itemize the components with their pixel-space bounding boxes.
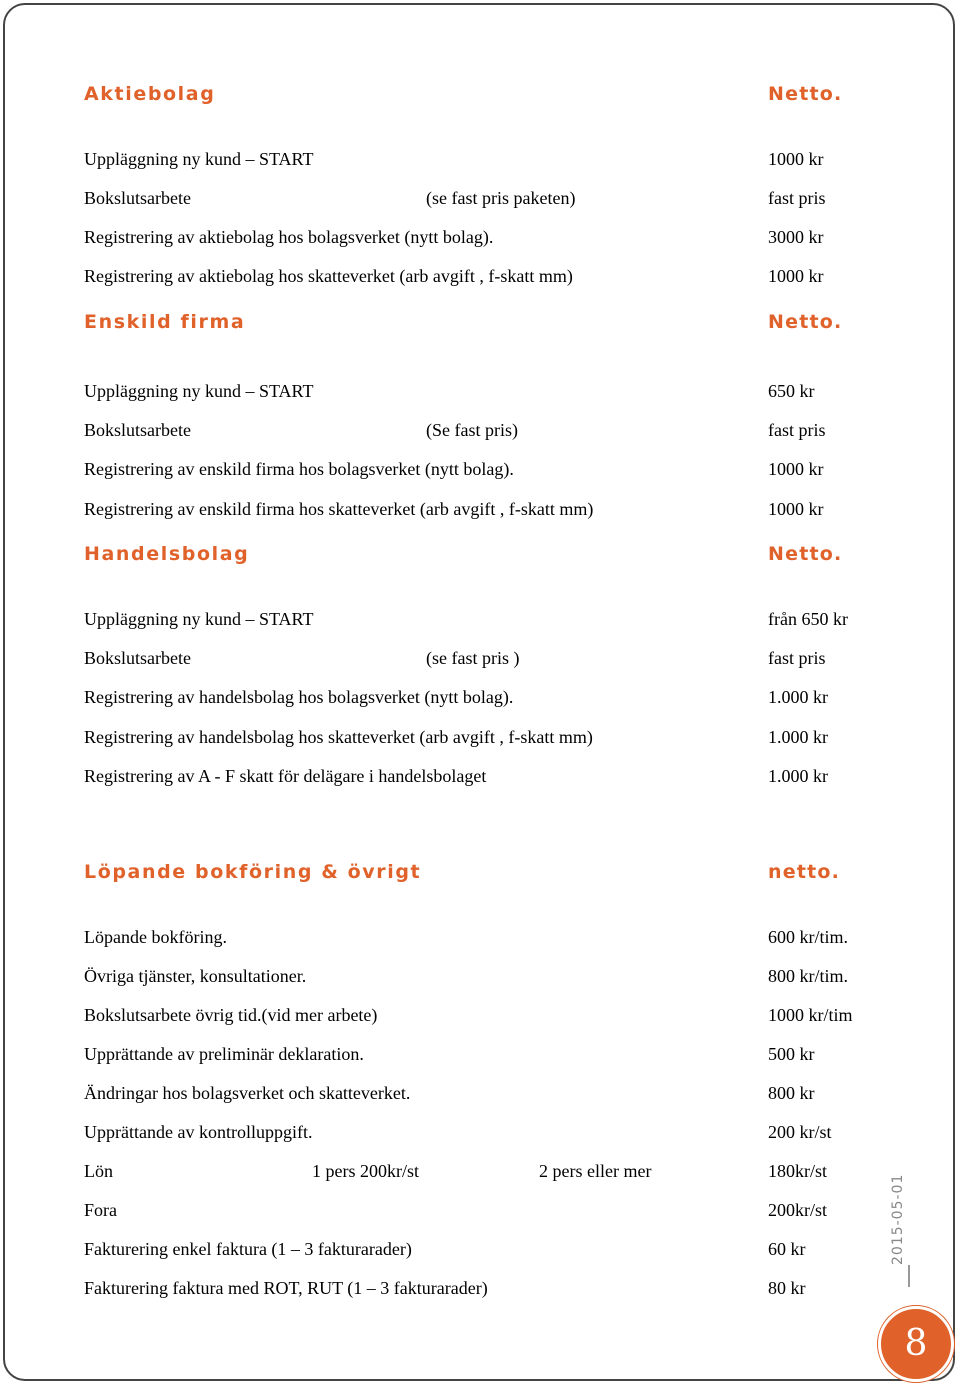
service-note-secondary: 2 pers eller mer (539, 1161, 652, 1181)
service-price: 1.000 kr (768, 766, 828, 786)
service-label: Registrering av handelsbolag hos skatteverket (arb avgift , f-skatt mm) (84, 727, 593, 747)
service-note: (Se fast pris) (426, 420, 518, 440)
service-label: Registrering av aktiebolag hos bolagsverket (nytt bolag). (84, 227, 494, 247)
service-price: fast pris (768, 188, 826, 208)
price-row (84, 1158, 904, 1184)
price-row (84, 456, 904, 482)
section-heading-enskild-firma (84, 308, 904, 336)
date-divider (908, 1265, 910, 1287)
service-price: fast pris (768, 648, 826, 668)
service-label: Ändringar hos bolagsverket och skatteverket. (84, 1083, 411, 1103)
service-note: 1 pers 200kr/st (312, 1161, 419, 1181)
price-row (84, 645, 904, 671)
service-price: 1000 kr (768, 459, 824, 479)
price-row (84, 1041, 904, 1067)
price-row (84, 1275, 904, 1301)
service-price: 80 kr (768, 1278, 806, 1298)
service-label: Registrering av enskild firma hos bolagsverket (nytt bolag). (84, 459, 514, 479)
section-title: Aktiebolag (84, 83, 216, 105)
service-label: Övriga tjänster, konsultationer. (84, 966, 307, 986)
price-row (84, 417, 904, 443)
service-price: 800 kr (768, 1083, 815, 1103)
price-row (84, 263, 904, 289)
price-row (84, 185, 904, 211)
page-number-badge: 8 (878, 1306, 954, 1382)
netto-label: Netto. (768, 543, 843, 565)
price-row (84, 496, 904, 522)
price-row (84, 724, 904, 750)
service-price: 200 kr/st (768, 1122, 832, 1142)
service-label: Lön (84, 1161, 113, 1181)
service-label: Upprättande av preliminär deklaration. (84, 1044, 364, 1064)
price-row (84, 378, 904, 404)
service-label: Uppläggning ny kund – START (84, 149, 314, 169)
service-note: (se fast pris paketen) (426, 188, 576, 208)
price-row (84, 146, 904, 172)
service-price: 1000 kr (768, 499, 824, 519)
service-price: 500 kr (768, 1044, 815, 1064)
service-label: Bokslutsarbete (84, 420, 191, 440)
price-row (84, 224, 904, 250)
service-label: Löpande bokföring. (84, 927, 227, 947)
service-label: Bokslutsarbete (84, 648, 191, 668)
price-row (84, 963, 904, 989)
service-label: Fora (84, 1200, 117, 1220)
service-label: Registrering av handelsbolag hos bolagsverket (nytt bolag). (84, 687, 514, 707)
service-price: 200kr/st (768, 1200, 828, 1220)
service-price: 1000 kr (768, 266, 824, 286)
price-row (84, 1119, 904, 1145)
price-row (84, 606, 904, 632)
price-row (84, 1236, 904, 1262)
section-heading-handelsbolag (84, 540, 904, 568)
section-heading-lopande-bokforing (84, 858, 904, 886)
service-price: fast pris (768, 420, 826, 440)
price-row (84, 1002, 904, 1028)
service-price: 180kr/st (768, 1161, 828, 1181)
service-label: Fakturering enkel faktura (1 – 3 fakturarader) (84, 1239, 412, 1259)
section-title: Löpande bokföring & övrigt (84, 861, 422, 883)
service-price: från 650 kr (768, 609, 848, 629)
netto-label: Netto. (768, 83, 843, 105)
section-title: Handelsbolag (84, 543, 250, 565)
netto-label: Netto. (768, 311, 843, 333)
price-row (84, 924, 904, 950)
service-price: 650 kr (768, 381, 815, 401)
service-label: Registrering av enskild firma hos skatteverket (arb avgift , f-skatt mm) (84, 499, 594, 519)
price-row (84, 1197, 904, 1223)
service-label: Upprättande av kontrolluppgift. (84, 1122, 313, 1142)
service-price: 1000 kr/tim (768, 1005, 853, 1025)
price-row (84, 763, 904, 789)
service-label: Bokslutsarbete (84, 188, 191, 208)
service-price: 1.000 kr (768, 727, 828, 747)
service-label: Uppläggning ny kund – START (84, 609, 314, 629)
footer-date: 2015-05-01 (890, 1173, 906, 1265)
service-price: 1000 kr (768, 149, 824, 169)
price-row (84, 684, 904, 710)
service-note: (se fast pris ) (426, 648, 520, 668)
service-label: Registrering av aktiebolag hos skatteverket (arb avgift , f-skatt mm) (84, 266, 573, 286)
service-label: Fakturering faktura med ROT, RUT (1 – 3 fakturarader) (84, 1278, 488, 1298)
service-price: 600 kr/tim. (768, 927, 848, 947)
service-price: 3000 kr (768, 227, 824, 247)
section-title: Enskild firma (84, 311, 246, 333)
service-price: 1.000 kr (768, 687, 828, 707)
service-label: Bokslutsarbete övrig tid.(vid mer arbete) (84, 1005, 378, 1025)
service-label: Uppläggning ny kund – START (84, 381, 314, 401)
service-price: 800 kr/tim. (768, 966, 848, 986)
service-label: Registrering av A - F skatt för delägare i handelsbolaget (84, 766, 487, 786)
netto-label: netto. (768, 861, 841, 883)
price-row (84, 1080, 904, 1106)
service-price: 60 kr (768, 1239, 806, 1259)
section-heading-aktiebolag (84, 80, 904, 108)
